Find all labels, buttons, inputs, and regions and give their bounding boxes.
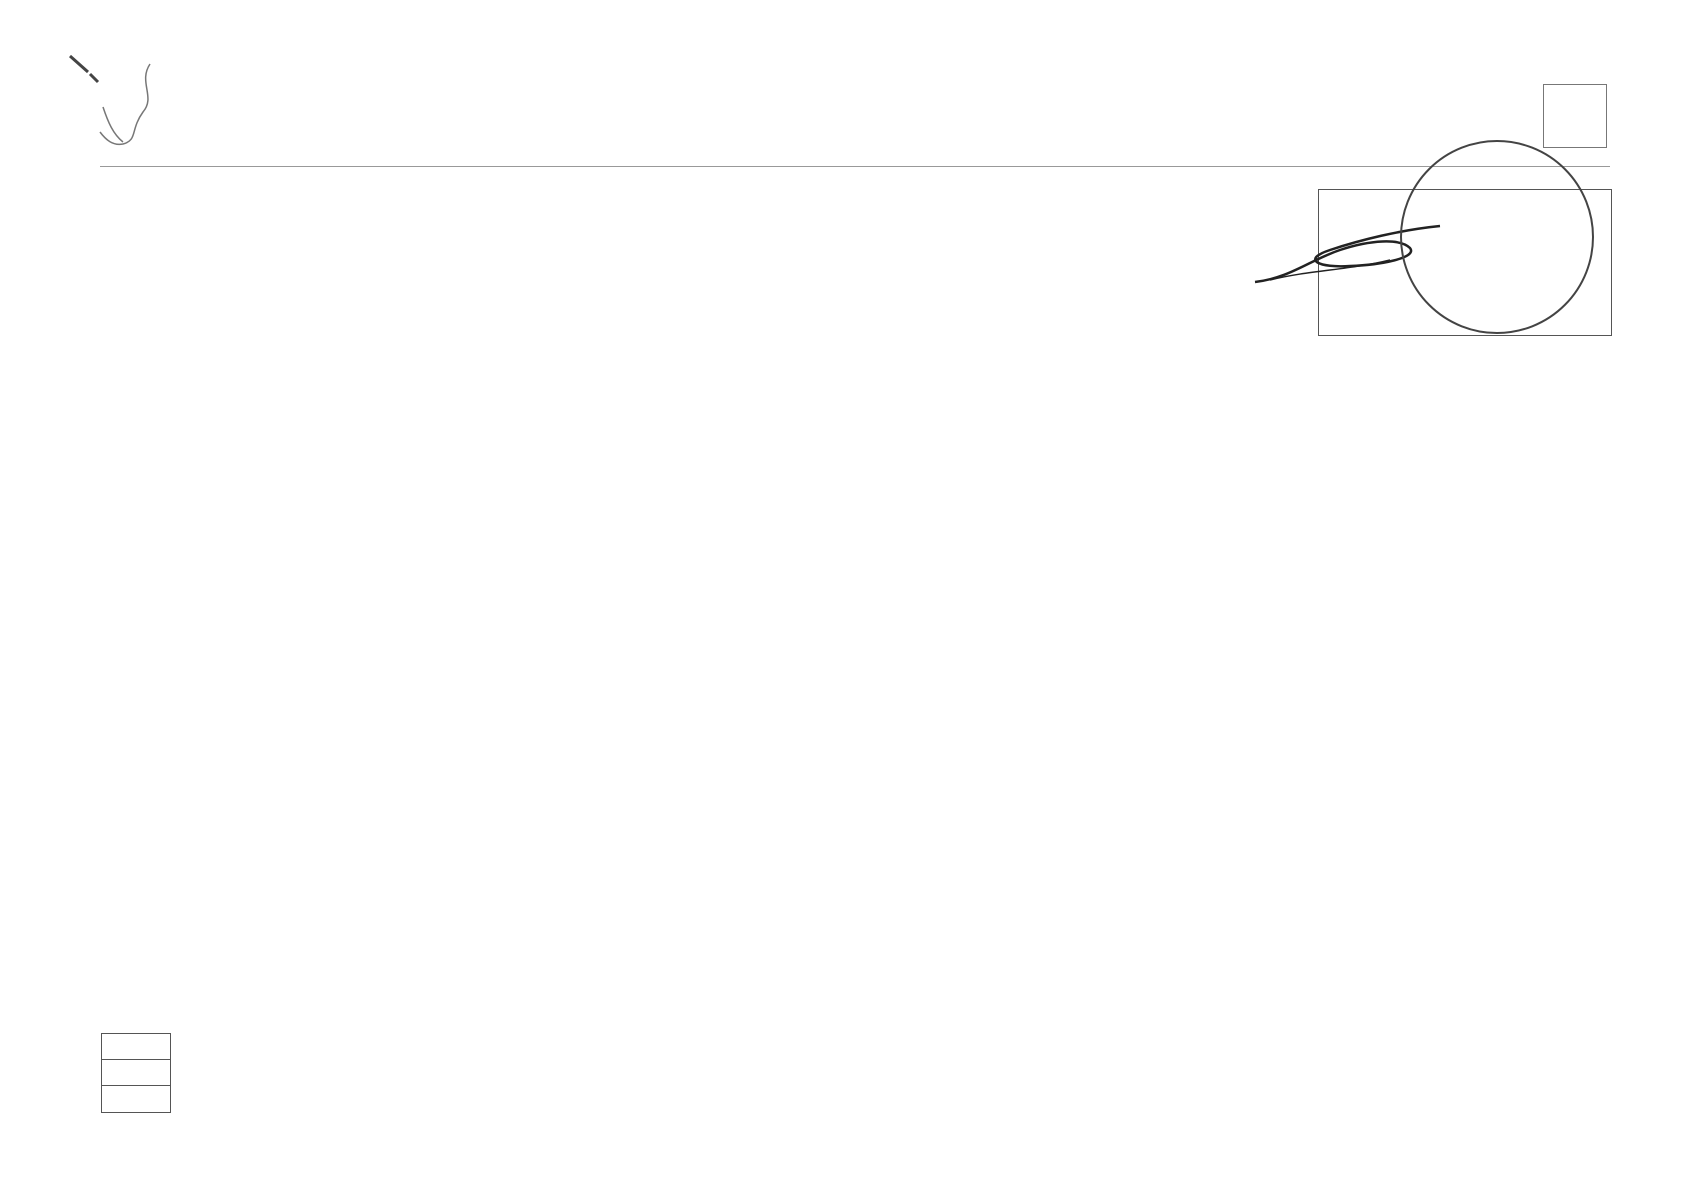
key-box-no-info — [101, 1085, 171, 1113]
key-box-riex — [101, 1059, 171, 1087]
secretariat-stamp — [1400, 140, 1594, 334]
header-divider — [100, 166, 1610, 167]
key-box-lo — [101, 1033, 171, 1061]
federation-logo-icon — [68, 52, 168, 152]
fff-corner-logo-icon — [1543, 84, 1607, 148]
